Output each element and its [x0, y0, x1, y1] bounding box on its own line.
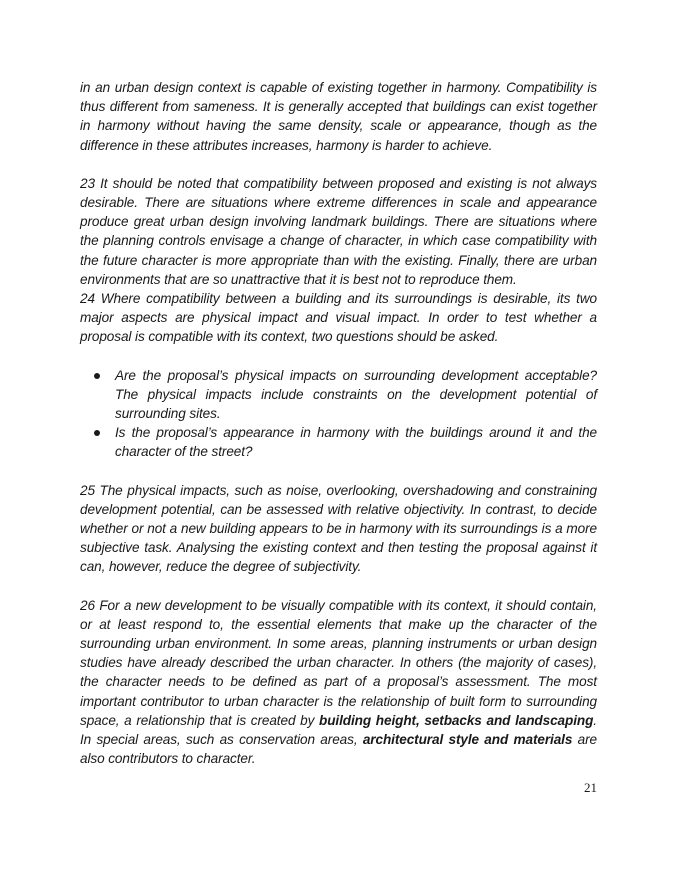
bold-phrase-style-materials: architectural style and materials: [362, 732, 573, 748]
bullet-icon: [94, 430, 100, 436]
paragraph-26: [80, 596, 597, 769]
paragraph-26-text: . In special areas, such as conservation areas,: [80, 712, 597, 748]
document-body: [80, 78, 597, 769]
bold-phrase-height-setbacks: building height, setbacks and landscaping: [319, 712, 594, 728]
paragraph-26-text: 26 For a new development to be visually compatible with its context, it should contain, or at least respond to, the essential elements that make up the character of the surrounding urban environment. In some areas, planning instruments or urban design studies have already described the urban character. In others (the majority of cases), the character needs to be defined as part of a proposal’s assessment. The most important contributor to urban character is the relationship of built form to surrounding space, a relationship that is created by: [80, 597, 597, 728]
paragraph-22-continuation: in an urban design context is capable of existing together in harmony. Compatibility is thus different from sameness. It is generally accepted that buildings can exist together in harmony without having the same density, scale or appearance, though as the difference in these attributes increases, harmony is harder to achieve.: [80, 80, 597, 153]
list-item: [80, 366, 597, 424]
paragraph-25: 25 The physical impacts, such as noise, overlooking, overshadowing and constraining development potential, can be assessed with relative objectivity. In contrast, to decide whether or not a new building appears to be in harmony with its surroundings is a more subjective task. Analysing the existing context and then testing the proposal against it can, however, reduce the degree of subjectivity.: [80, 482, 597, 575]
list-item-text: Are the proposal’s physical impacts on surrounding development acceptable? The physical impacts include constraints on the development potential of surrounding sites.: [115, 367, 597, 422]
bullet-icon: [94, 373, 100, 379]
paragraph-23: 23 It should be noted that compatibility between proposed and existing is not always desirable. There are situations where extreme differences in scale and appearance produce great urban design involving landmark buildings. There are situations where the planning controls envisage a change of character, in which case compatibility with the future character is more appropriate than with the existing. Finally, there are urban environments that are so unattractive that it is best not to reproduce them.: [80, 175, 597, 287]
list-item: [80, 423, 597, 461]
question-list: [80, 366, 597, 462]
paragraph-24: 24 Where compatibility between a building and its surroundings is desirable, its two major aspects are physical impact and visual impact. In order to test whether a proposal is compatible with its context, two questions should be asked.: [80, 291, 597, 345]
page-number: 21: [584, 780, 597, 795]
paragraph-26-text: are also contributors to character.: [80, 732, 597, 767]
list-item-text: Is the proposal’s appearance in harmony with the buildings around it and the character of the street?: [115, 425, 597, 460]
